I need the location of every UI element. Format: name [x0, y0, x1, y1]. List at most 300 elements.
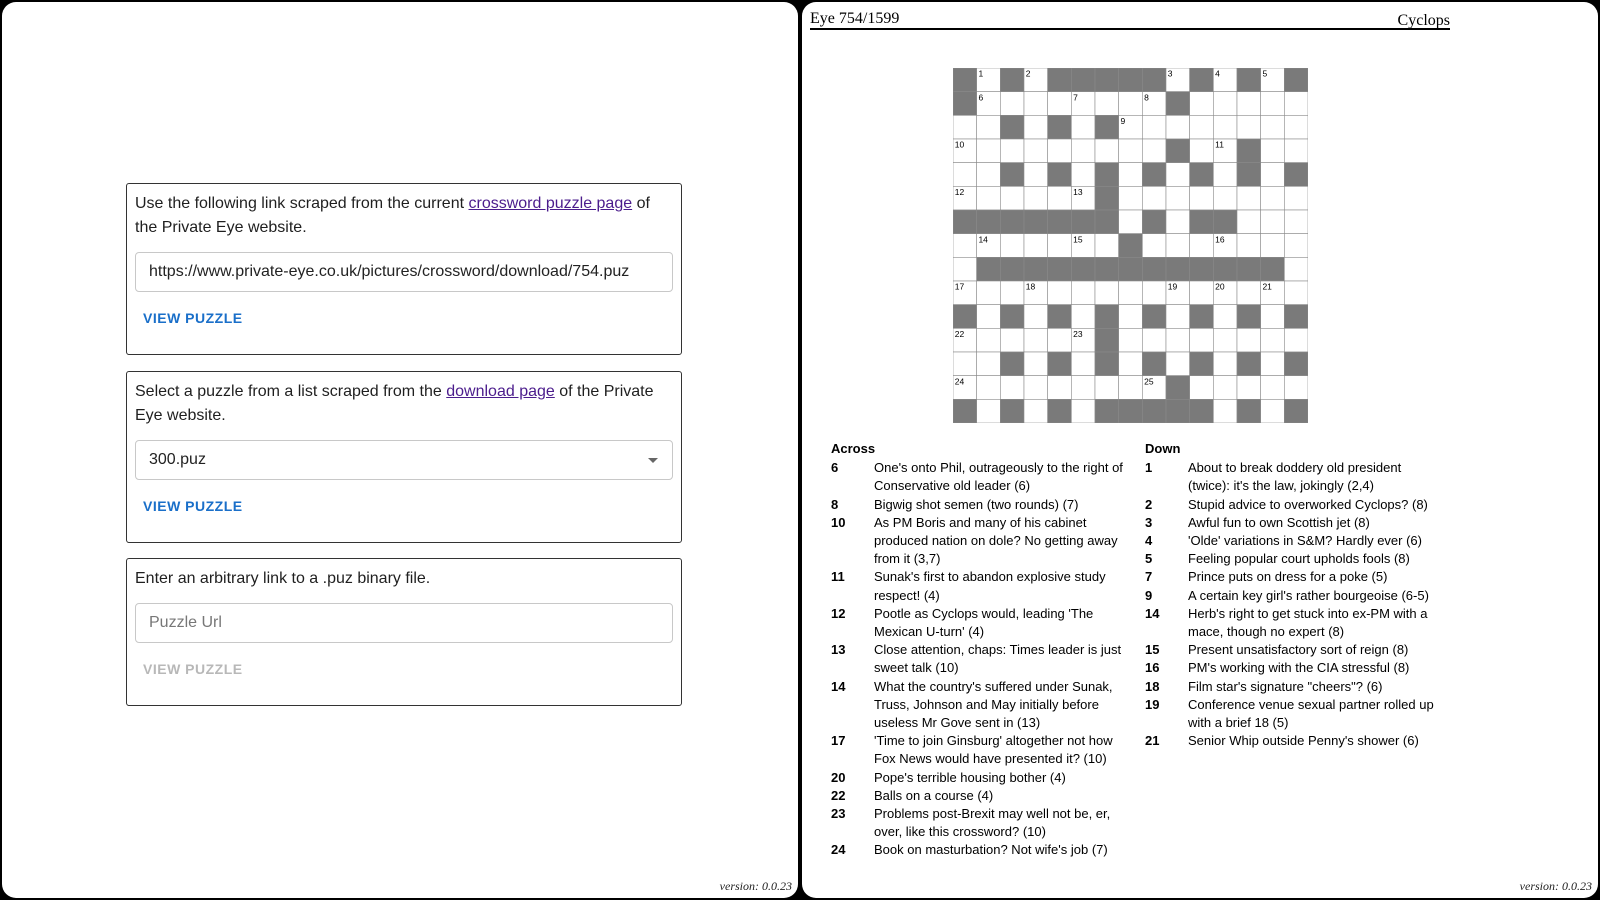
grid-block: [1166, 257, 1190, 281]
across-clue[interactable]: [831, 805, 1123, 841]
across-clue[interactable]: [831, 769, 1123, 787]
down-clue[interactable]: [1145, 550, 1437, 568]
grid-block: [1000, 352, 1024, 376]
grid-clue-number: 24: [954, 376, 965, 387]
grid-cell[interactable]: [1024, 139, 1048, 163]
grid-cell[interactable]: [1213, 186, 1237, 210]
grid-cell[interactable]: [1000, 92, 1024, 116]
grid-cell[interactable]: [1000, 234, 1024, 258]
clue-number: 7: [1145, 569, 1153, 585]
grid-cell[interactable]: [1237, 376, 1261, 400]
grid-cell[interactable]: [977, 163, 1001, 187]
grid-cell[interactable]: [1024, 376, 1048, 400]
grid-cell[interactable]: [1095, 139, 1119, 163]
grid-cell[interactable]: [977, 115, 1001, 139]
clue-number: 9: [1145, 587, 1153, 603]
grid-clue-number: 9: [1120, 115, 1126, 126]
grid-cell[interactable]: [977, 186, 1001, 210]
across-clue[interactable]: [831, 514, 1123, 569]
grid-block: [1142, 352, 1166, 376]
grid-cell[interactable]: [1284, 328, 1308, 352]
grid-block: [1119, 234, 1143, 258]
down-clue[interactable]: [1145, 659, 1437, 677]
grid-cell[interactable]: [1237, 186, 1261, 210]
grid-cell[interactable]: [1142, 186, 1166, 210]
grid-cell[interactable]: [1071, 376, 1095, 400]
grid-cell[interactable]: [1213, 399, 1237, 423]
grid-block: [1048, 352, 1072, 376]
clue-number: 13: [831, 642, 846, 658]
grid-cell[interactable]: [1048, 281, 1072, 305]
grid-cell[interactable]: [953, 115, 977, 139]
grid-cell[interactable]: [1261, 115, 1285, 139]
clue-text: 'Time to join Ginsburg' altogether not how Fox News would have presented it? (10): [874, 733, 1113, 767]
across-clue[interactable]: [831, 496, 1123, 514]
grid-cell[interactable]: [1261, 139, 1285, 163]
down-clue-list: [1145, 459, 1437, 750]
across-clue[interactable]: [831, 678, 1123, 733]
puzzle-url-field[interactable]: [135, 603, 673, 643]
clue-number: 14: [831, 678, 846, 694]
description-text: Use the following link scraped from the current: [135, 195, 469, 212]
scraped-link-card: [126, 183, 682, 355]
view-puzzle-button-disabled: VIEW PUZZLE: [143, 661, 243, 677]
grid-cell[interactable]: [1166, 305, 1190, 329]
grid-cell[interactable]: [1119, 376, 1143, 400]
crossword-grid[interactable]: [953, 68, 1308, 423]
grid-cell[interactable]: [1095, 281, 1119, 305]
grid-cell[interactable]: [1024, 92, 1048, 116]
grid-cell[interactable]: [1284, 234, 1308, 258]
clue-number: 18: [1145, 678, 1160, 694]
grid-cell[interactable]: [1237, 210, 1261, 234]
grid-cell[interactable]: [1048, 234, 1072, 258]
grid-block: [1119, 257, 1143, 281]
grid-cell[interactable]: [1237, 115, 1261, 139]
clue-number: 12: [831, 605, 846, 621]
down-clue[interactable]: [1145, 641, 1437, 659]
grid-cell[interactable]: [1000, 186, 1024, 210]
grid-cell[interactable]: [1190, 115, 1214, 139]
clue-number: 20: [831, 769, 846, 785]
grid-block: [1048, 163, 1072, 187]
grid-clue-number: 25: [1144, 376, 1154, 387]
grid-block: [1284, 305, 1308, 329]
grid-cell[interactable]: [1190, 186, 1214, 210]
grid-block: [1190, 352, 1214, 376]
grid-block: [1190, 257, 1214, 281]
grid-cell[interactable]: [1190, 92, 1214, 116]
grid-block: [1095, 115, 1119, 139]
description-text: of the Private Eye website.: [135, 383, 654, 424]
grid-cell[interactable]: [1119, 328, 1143, 352]
grid-block: [1190, 68, 1214, 92]
clue-number: 11: [831, 569, 845, 585]
version-label: version: 0.0.23: [1519, 879, 1592, 893]
grid-cell[interactable]: [977, 281, 1001, 305]
grid-block: [1071, 68, 1095, 92]
grid-cell[interactable]: [1261, 328, 1285, 352]
grid-block: [1095, 163, 1119, 187]
grid-block: [1237, 305, 1261, 329]
grid-cell[interactable]: [1261, 210, 1285, 234]
grid-cell[interactable]: [1213, 305, 1237, 329]
scraped-url-field[interactable]: [135, 252, 673, 292]
puzzle-select[interactable]: [135, 440, 673, 480]
grid-cell[interactable]: [1190, 328, 1214, 352]
grid-block: [1166, 92, 1190, 116]
grid-block: [1284, 68, 1308, 92]
grid-block: [1166, 376, 1190, 400]
grid-block: [1048, 305, 1072, 329]
grid-clue-number: 1: [978, 68, 984, 79]
grid-cell[interactable]: [1166, 234, 1190, 258]
grid-block: [1119, 399, 1143, 423]
across-clues: [831, 440, 1123, 860]
grid-clue-number: 11: [1215, 139, 1224, 150]
grid-cell[interactable]: [1261, 352, 1285, 376]
grid-cell[interactable]: [1166, 163, 1190, 187]
grid-block: [1000, 115, 1024, 139]
grid-block: [953, 305, 977, 329]
grid-block: [1095, 328, 1119, 352]
grid-cell[interactable]: [977, 399, 1001, 423]
down-clue[interactable]: [1145, 732, 1437, 750]
grid-cell[interactable]: [1284, 210, 1308, 234]
grid-cell[interactable]: [1213, 92, 1237, 116]
grid-cell[interactable]: [1166, 328, 1190, 352]
grid-clue-number: 18: [1025, 281, 1036, 292]
grid-cell[interactable]: [1024, 163, 1048, 187]
down-clue[interactable]: [1145, 678, 1437, 696]
clue-number: 22: [831, 787, 846, 803]
grid-block: [1000, 399, 1024, 423]
grid-block: [953, 68, 977, 92]
grid-cell[interactable]: [1142, 328, 1166, 352]
grid-block: [1048, 257, 1072, 281]
setter-name: Cyclops: [1397, 12, 1450, 29]
grid-cell[interactable]: [1261, 234, 1285, 258]
grid-cell[interactable]: [953, 234, 977, 258]
grid-clue-number: 12: [954, 186, 965, 197]
grid-block: [1237, 257, 1261, 281]
grid-block: [1000, 210, 1024, 234]
grid-cell[interactable]: [1024, 186, 1048, 210]
grid-block: [1000, 305, 1024, 329]
grid-block: [977, 257, 1001, 281]
across-clue[interactable]: [831, 841, 1123, 859]
grid-cell[interactable]: [1071, 115, 1095, 139]
grid-block: [1237, 139, 1261, 163]
grid-block: [1190, 210, 1214, 234]
version-label: version: 0.0.23: [719, 879, 792, 893]
grid-cell[interactable]: [1237, 92, 1261, 116]
grid-cell[interactable]: [1284, 281, 1308, 305]
grid-cell[interactable]: [1166, 186, 1190, 210]
grid-cell[interactable]: [1261, 399, 1285, 423]
grid-cell[interactable]: [1142, 139, 1166, 163]
clue-text: Stupid advice to overworked Cyclops? (8): [1188, 496, 1428, 512]
down-clue[interactable]: [1145, 532, 1437, 550]
grid-cell[interactable]: [1237, 234, 1261, 258]
grid-cell[interactable]: [1190, 234, 1214, 258]
grid-cell[interactable]: [1024, 234, 1048, 258]
grid-cell[interactable]: [1142, 234, 1166, 258]
grid-block: [1142, 305, 1166, 329]
clue-number: 23: [831, 806, 846, 822]
clue-number: 5: [1145, 551, 1153, 567]
grid-cell[interactable]: [1284, 186, 1308, 210]
clue-number: 17: [831, 733, 846, 749]
view-puzzle-button[interactable]: VIEW PUZZLE: [143, 498, 243, 514]
grid-cell[interactable]: [977, 376, 1001, 400]
grid-cell[interactable]: [1071, 281, 1095, 305]
clue-number: 19: [1145, 696, 1160, 712]
clue-text: Herb's right to get stuck into ex-PM with a mace, though no expert (8): [1188, 605, 1428, 640]
clue-text: Awful fun to own Scottish jet (8): [1188, 514, 1370, 530]
grid-block: [1190, 305, 1214, 329]
down-clue[interactable]: [1145, 696, 1437, 732]
clue-number: 4: [1145, 533, 1153, 549]
grid-block: [1284, 163, 1308, 187]
across-clue[interactable]: [831, 641, 1123, 677]
grid-block: [1095, 352, 1119, 376]
grid-cell[interactable]: [977, 328, 1001, 352]
grid-cell[interactable]: [1000, 328, 1024, 352]
grid-cell[interactable]: [1071, 352, 1095, 376]
across-clue[interactable]: [831, 568, 1123, 604]
clue-text: Senior Whip outside Penny's shower (6): [1188, 733, 1419, 749]
grid-clue-number: 19: [1167, 281, 1178, 292]
grid-block: [1048, 115, 1072, 139]
grid-cell[interactable]: [1119, 139, 1143, 163]
clue-text: Problems post-Brexit may well not be, er, over, like this crossword? (10): [874, 806, 1111, 840]
clue-text: Pootle as Cyclops would, leading 'The Mexican U-turn' (4): [874, 605, 1094, 640]
across-clue[interactable]: [831, 459, 1123, 495]
grid-block: [953, 92, 977, 116]
grid-cell[interactable]: [1071, 163, 1095, 187]
clue-text: As PM Boris and many of his cabinet produced nation on dole? No getting away from it (3,7): [874, 514, 1118, 567]
grid-block: [953, 399, 977, 423]
clue-number: 1: [1145, 460, 1153, 476]
grid-cell[interactable]: [1190, 281, 1214, 305]
down-heading: Down: [1145, 441, 1181, 456]
grid-block: [953, 210, 977, 234]
clue-text: Sunak's first to abandon explosive study respect! (4): [874, 569, 1106, 603]
grid-block: [1237, 399, 1261, 423]
grid-cell[interactable]: [1000, 281, 1024, 305]
view-puzzle-button[interactable]: VIEW PUZZLE: [143, 310, 243, 326]
puzzle-list-description: [135, 380, 673, 428]
clue-number: 14: [1145, 605, 1160, 621]
grid-cell[interactable]: [1261, 163, 1285, 187]
grid-block: [1166, 399, 1190, 423]
grid-cell[interactable]: [1119, 186, 1143, 210]
grid-cell[interactable]: [1119, 352, 1143, 376]
grid-clue-number: 2: [1025, 68, 1031, 79]
clue-text: Conference venue sexual partner rolled up with a brief 18 (5): [1188, 696, 1434, 731]
puzzle-url-input[interactable]: [149, 614, 659, 632]
grid-cell[interactable]: [953, 163, 977, 187]
clue-text: PM's working with the CIA stressful (8): [1188, 660, 1410, 676]
grid-clue-number: 6: [978, 92, 984, 103]
grid-cell[interactable]: [1071, 139, 1095, 163]
down-clues: [1145, 440, 1437, 750]
grid-cell[interactable]: [1095, 234, 1119, 258]
download-page-link[interactable]: download page: [446, 383, 555, 400]
puzzle-selector-pane: [2, 2, 798, 898]
grid-cell[interactable]: [1284, 115, 1308, 139]
grid-block: [1095, 399, 1119, 423]
grid-block: [1142, 399, 1166, 423]
grid-cell[interactable]: [1142, 281, 1166, 305]
down-clue[interactable]: [1145, 496, 1437, 514]
grid-clue-number: 4: [1215, 68, 1220, 79]
grid-block: [1213, 210, 1237, 234]
grid-cell[interactable]: [1119, 92, 1143, 116]
arbitrary-link-description: Enter an arbitrary link to a .puz binary file.: [135, 570, 431, 587]
puzzle-id: Eye 754/1599: [810, 10, 900, 27]
grid-cell[interactable]: [1213, 328, 1237, 352]
grid-cell[interactable]: [1261, 186, 1285, 210]
grid-cell[interactable]: [1166, 115, 1190, 139]
scraped-url-input[interactable]: [149, 263, 659, 281]
grid-cell[interactable]: [1284, 376, 1308, 400]
grid-cell[interactable]: [1048, 186, 1072, 210]
grid-block: [1142, 210, 1166, 234]
grid-block: [1142, 68, 1166, 92]
grid-cell[interactable]: [1261, 92, 1285, 116]
grid-cell[interactable]: [1213, 352, 1237, 376]
grid-cell[interactable]: [1142, 115, 1166, 139]
grid-cell[interactable]: [1024, 115, 1048, 139]
grid-clue-number: 10: [954, 139, 965, 150]
clue-text: 'Olde' variations in S&M? Hardly ever (6): [1188, 533, 1422, 549]
grid-block: [1142, 257, 1166, 281]
grid-cell[interactable]: [1119, 210, 1143, 234]
across-clue-list: [831, 459, 1123, 859]
grid-cell[interactable]: [1213, 115, 1237, 139]
clue-text: Film star's signature "cheers"? (6): [1188, 678, 1383, 694]
grid-cell[interactable]: [1024, 399, 1048, 423]
grid-cell[interactable]: [1261, 376, 1285, 400]
grid-clue-number: 16: [1215, 234, 1225, 245]
grid-cell[interactable]: [1024, 305, 1048, 329]
grid-block: [1213, 257, 1237, 281]
grid-cell[interactable]: [953, 352, 977, 376]
grid-block: [1024, 210, 1048, 234]
grid-cell[interactable]: [1000, 139, 1024, 163]
grid-cell[interactable]: [1261, 305, 1285, 329]
grid-cell[interactable]: [1190, 376, 1214, 400]
grid-cell[interactable]: [1119, 305, 1143, 329]
grid-block: [1095, 186, 1119, 210]
crossword-puzzle-page-link[interactable]: crossword puzzle page: [468, 195, 633, 212]
grid-cell[interactable]: [1166, 210, 1190, 234]
grid-block: [1237, 163, 1261, 187]
grid-cell[interactable]: [953, 257, 977, 281]
grid-clue-number: 13: [1073, 186, 1083, 197]
grid-cell[interactable]: [1237, 281, 1261, 305]
grid-cell[interactable]: [1284, 92, 1308, 116]
grid-clue-number: 20: [1215, 281, 1225, 292]
grid-cell[interactable]: [1119, 163, 1143, 187]
grid-cell[interactable]: [1000, 376, 1024, 400]
grid-block: [1048, 68, 1072, 92]
grid-block: [1166, 139, 1190, 163]
clue-number: 2: [1145, 496, 1153, 512]
down-clue[interactable]: [1145, 568, 1437, 586]
clue-text: A certain key girl's rather bourgeoise (6-5): [1188, 587, 1429, 603]
scraped-link-description: [135, 192, 673, 240]
clue-number: 24: [831, 842, 846, 858]
grid-cell[interactable]: [977, 352, 1001, 376]
grid-clue-number: 22: [954, 328, 965, 339]
grid-block: [1095, 257, 1119, 281]
grid-cell[interactable]: [1071, 305, 1095, 329]
grid-block: [1261, 257, 1285, 281]
chevron-down-icon: [648, 458, 658, 463]
clue-text: Balls on a course (4): [874, 787, 994, 803]
clue-text: Book on masturbation? Not wife's job (7): [874, 842, 1108, 858]
grid-cell[interactable]: [1095, 376, 1119, 400]
grid-block: [1119, 68, 1143, 92]
grid-block: [1190, 399, 1214, 423]
down-clue[interactable]: [1145, 514, 1437, 532]
across-clue[interactable]: [831, 605, 1123, 641]
grid-cell[interactable]: [1237, 328, 1261, 352]
clue-text: Feeling popular court upholds fools (8): [1188, 551, 1410, 567]
grid-cell[interactable]: [1071, 399, 1095, 423]
across-clue[interactable]: [831, 787, 1123, 805]
clue-text: One's onto Phil, outrageously to the right of Conservative old leader (6): [874, 460, 1123, 494]
grid-cell[interactable]: [1048, 376, 1072, 400]
clue-number: 15: [1145, 642, 1160, 658]
across-clue[interactable]: [831, 732, 1123, 768]
grid-cell[interactable]: [1048, 139, 1072, 163]
grid-cell[interactable]: [1166, 352, 1190, 376]
grid-clue-number: 15: [1073, 234, 1083, 245]
grid-block: [1071, 210, 1095, 234]
grid-cell[interactable]: [1048, 328, 1072, 352]
down-clue[interactable]: [1145, 605, 1437, 641]
grid-cell[interactable]: [977, 305, 1001, 329]
down-clue[interactable]: [1145, 587, 1437, 605]
grid-block: [1284, 399, 1308, 423]
grid-block: [1190, 163, 1214, 187]
grid-cell[interactable]: [1095, 92, 1119, 116]
description-text: of the Private Eye website.: [135, 195, 650, 236]
clue-text: Close attention, chaps: Times leader is just sweet talk (10): [874, 642, 1122, 676]
grid-block: [1048, 210, 1072, 234]
grid-block: [1024, 257, 1048, 281]
clue-number: 16: [1145, 660, 1160, 676]
grid-block: [1000, 68, 1024, 92]
clue-number: 10: [831, 514, 846, 530]
grid-cell[interactable]: [1119, 281, 1143, 305]
grid-cell[interactable]: [1024, 328, 1048, 352]
grid-cell[interactable]: [1048, 92, 1072, 116]
grid-clue-number: 8: [1144, 92, 1149, 103]
grid-cell[interactable]: [1284, 139, 1308, 163]
grid-cell[interactable]: [1213, 163, 1237, 187]
down-clue[interactable]: [1145, 459, 1437, 495]
grid-cell[interactable]: [1213, 376, 1237, 400]
grid-cell[interactable]: [1284, 257, 1308, 281]
grid-cell[interactable]: [1024, 352, 1048, 376]
grid-cell[interactable]: [977, 139, 1001, 163]
grid-cell[interactable]: [1190, 139, 1214, 163]
